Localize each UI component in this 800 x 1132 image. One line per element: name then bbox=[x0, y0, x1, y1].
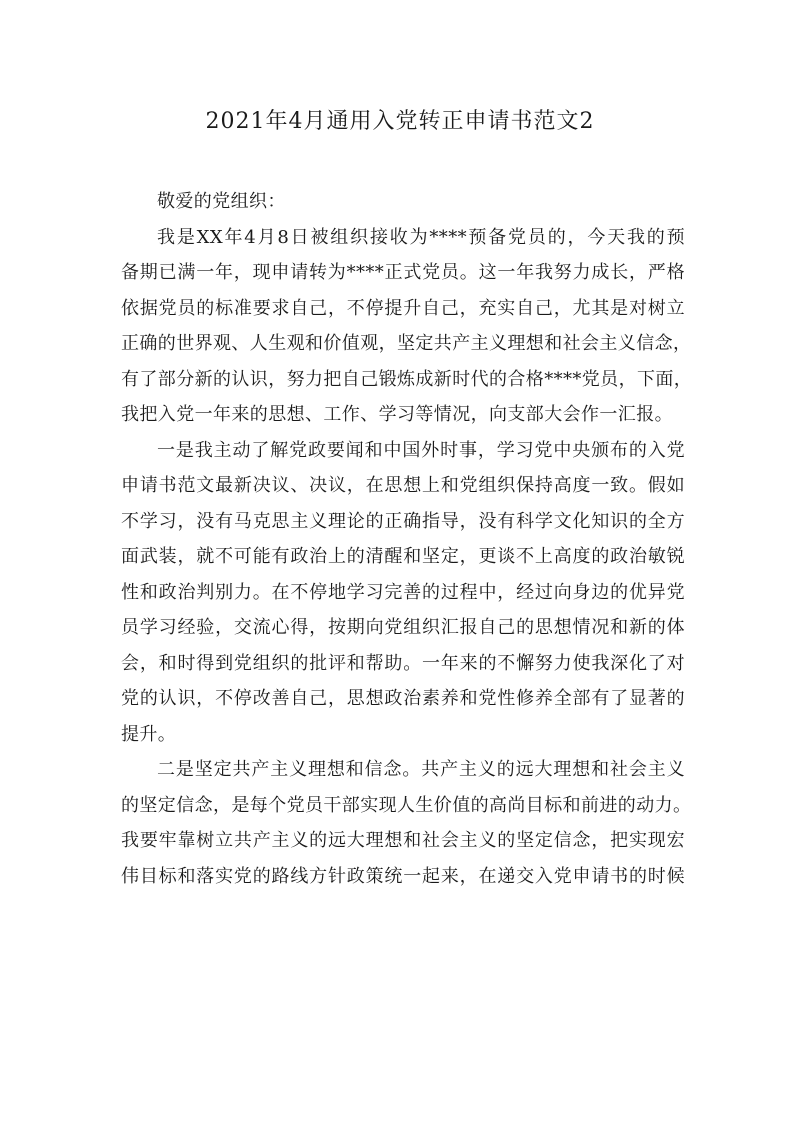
paragraph-2 bbox=[121, 433, 685, 753]
paragraph-3 bbox=[121, 752, 692, 894]
paragraph-line: 的坚定信念，是每个党员干部实现人生价值的高尚目标和前进的动力。 bbox=[121, 794, 692, 816]
salutation-line: 敬爱的党组织： bbox=[157, 191, 286, 212]
paragraph-line: 性和政治判别力。在不停地学习完善的过程中，经过向身边的优异党 bbox=[121, 581, 685, 603]
document-body bbox=[121, 184, 693, 894]
paragraph-line: 正确的世界观、人生观和价值观，坚定共产主义理想和社会主义信念， bbox=[121, 333, 692, 354]
paragraph-line: 不学习，没有马克思主义理论的正确指导，没有科学文化知识的全方 bbox=[121, 510, 685, 532]
paragraph-line: 备期已满一年，现申请转为****正式党员。这一年我努力成长，严格 bbox=[121, 262, 685, 283]
paragraph-line: 二是坚定共产主义理想和信念。共产主义的远大理想和社会主义 bbox=[157, 759, 685, 780]
paragraph-line: 一是我主动了解党政要闻和中国外时事，学习党中央颁布的入党 bbox=[157, 439, 685, 461]
paragraph-line: 伟目标和落实党的路线方针政策统一起来，在递交入党申请书的时候 bbox=[121, 865, 685, 887]
paragraph-line: 我要牢靠树立共产主义的远大理想和社会主义的坚定信念，把实现宏 bbox=[121, 830, 685, 851]
paragraph-line: 我是XX年4月8日被组织接收为****预备党员的，今天我的预 bbox=[157, 226, 685, 248]
paragraph-line: 提升。 bbox=[121, 723, 177, 745]
paragraph-line: 依据党员的标准要求自己，不停提升自己，充实自己，尤其是对树立 bbox=[121, 297, 685, 319]
paragraph-line: 申请书范文最新决议、决议，在思想上和党组织保持高度一致。假如 bbox=[121, 475, 685, 496]
paragraph-line: 我把入党一年来的思想、工作、学习等情况，向支部大会作一汇报。 bbox=[121, 404, 673, 425]
paragraph-line: 有了部分新的认识，努力把自己锻炼成新时代的合格****党员，下面， bbox=[121, 368, 693, 390]
document-title: 2021年4月通用入党转正申请书范文2 bbox=[205, 109, 595, 134]
paragraph-line: 员学习经验，交流心得，按期向党组织汇报自己的思想情况和新的体 bbox=[121, 617, 685, 638]
paragraph-1 bbox=[121, 220, 693, 433]
paragraph-line: 党的认识，不停改善自己，思想政治素养和党性修养全部有了显著的 bbox=[121, 688, 685, 709]
paragraph-line: 面武装，就不可能有政治上的清醒和坚定，更谈不上高度的政治敏锐 bbox=[121, 546, 685, 567]
paragraph-line: 会，和时得到党组织的批评和帮助。一年来的不懈努力使我深化了对 bbox=[121, 652, 685, 674]
salutation-paragraph bbox=[121, 184, 685, 220]
